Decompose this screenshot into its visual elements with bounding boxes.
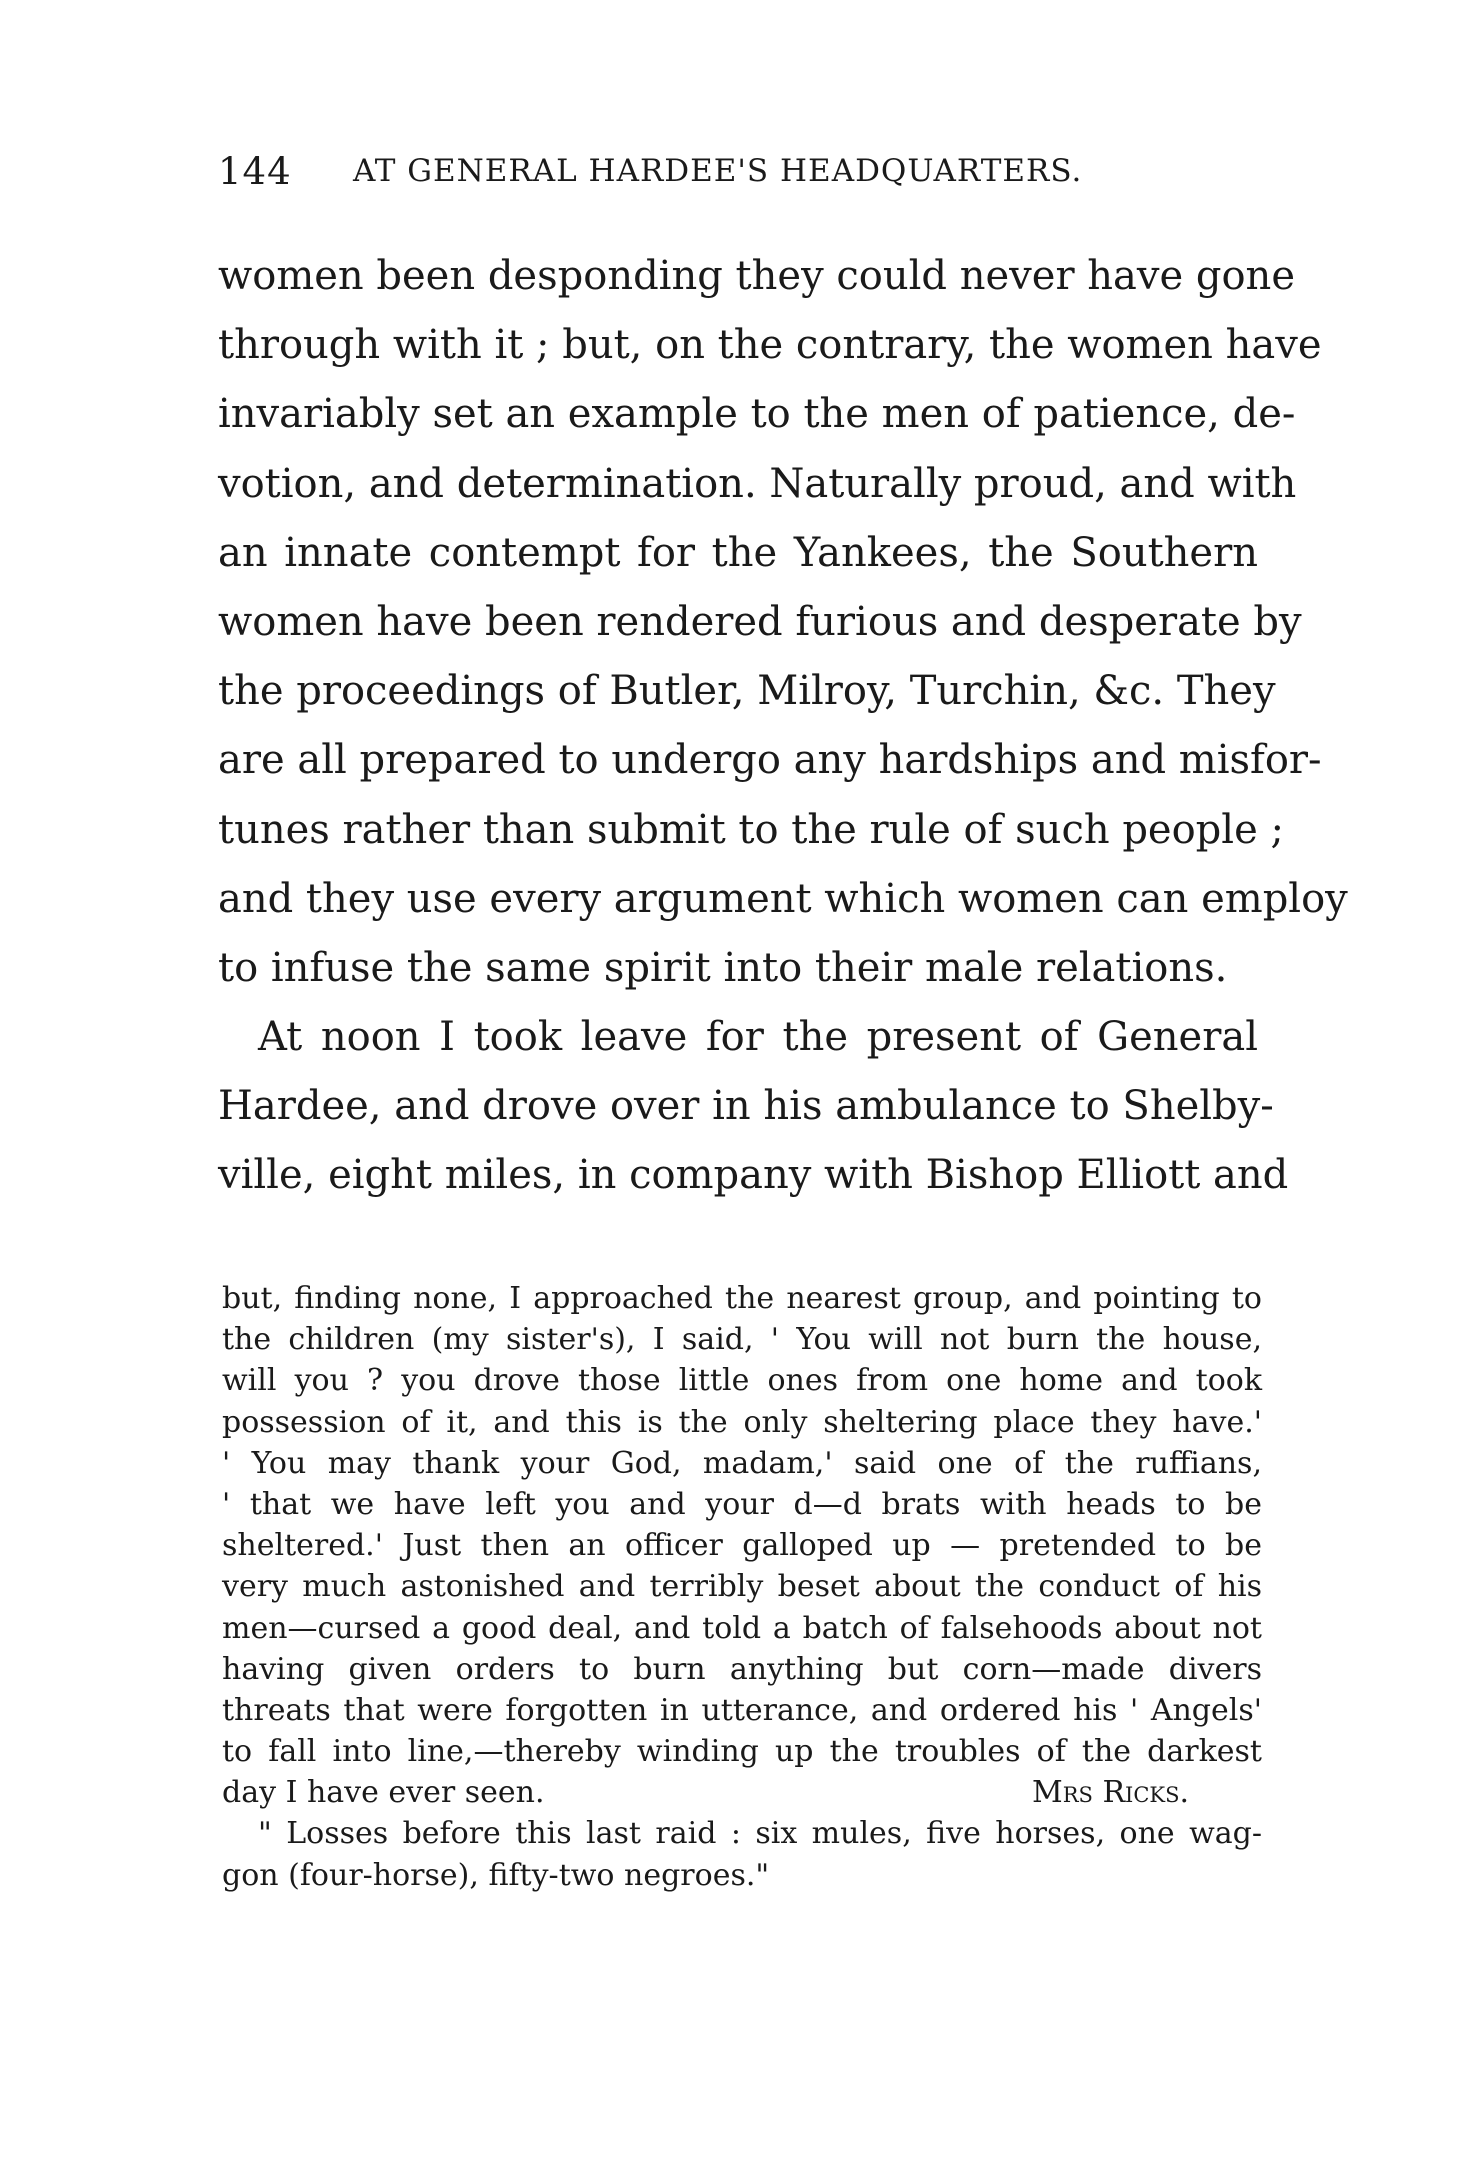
text-line: are all prepared to undergo any hardships and misfor- bbox=[218, 737, 1322, 784]
footnote-line: to fall into line,—thereby winding up the troubles of the darkest bbox=[222, 1734, 1262, 1770]
text-line: invariably set an example to the men of patience, de- bbox=[218, 391, 1296, 438]
text-line: women been desponding they could never have gone bbox=[218, 253, 1295, 299]
text-line: the proceedings of Butler, Milroy, Turchin, &c. They bbox=[218, 668, 1276, 715]
footnote-line: threats that were forgotten in utterance, and ordered his ' Angels' bbox=[222, 1692, 1262, 1728]
text-line: Hardee, and drove over in his ambulance to Shelby- bbox=[218, 1083, 1274, 1130]
footnote bbox=[222, 1278, 1262, 1896]
footnote-line: possession of it, and this is the only sheltering place they have.' bbox=[222, 1404, 1262, 1440]
footnote-line: very much astonished and terribly beset about the conduct of his bbox=[222, 1569, 1262, 1605]
page-number: 144 bbox=[218, 150, 292, 193]
footnote-line: the children (my sister's), I said, ' You will not burn the house, bbox=[222, 1322, 1262, 1358]
text-line: and they use every argument which women can employ bbox=[218, 875, 1348, 922]
text-line: an innate contempt for the Yankees, the Southern bbox=[218, 529, 1258, 576]
footnote-line: but, finding none, I approached the nearest group, and pointing to bbox=[222, 1281, 1262, 1316]
text-line: At noon I took leave for the present of General bbox=[258, 1014, 1258, 1061]
main-text bbox=[218, 242, 1348, 1211]
footnote-line: having given orders to burn anything but corn—made divers bbox=[222, 1651, 1262, 1687]
footnote-line: ' You may thank your God, madam,' said one of the ruffians, bbox=[222, 1445, 1262, 1481]
footnote-closing-line bbox=[222, 1772, 1262, 1813]
footnote-line: will you ? you drove those little ones from one home and took bbox=[222, 1363, 1262, 1399]
text-line: votion, and determination. Naturally proud, and with bbox=[218, 460, 1297, 507]
footnote-line: " Losses before this last raid : six mules, five horses, one wag- bbox=[258, 1816, 1262, 1852]
running-title: AT GENERAL HARDEE'S HEADQUARTERS. bbox=[353, 153, 1083, 189]
text-line: women have been rendered furious and desperate by bbox=[218, 598, 1302, 645]
text-line: tunes rather than submit to the rule of such people ; bbox=[218, 806, 1284, 853]
footnote-line: men—cursed a good deal, and told a batch of falsehoods about not bbox=[222, 1610, 1262, 1646]
text-line: ville, eight miles, in company with Bishop Elliott and bbox=[218, 1152, 1289, 1199]
footnote-signature: Mrs Ricks. bbox=[1032, 1775, 1190, 1811]
footnote-line: gon (four-horse), fifty-two negroes." bbox=[222, 1857, 770, 1893]
running-head bbox=[218, 150, 1278, 200]
footnote-closing-text: day I have ever seen. bbox=[222, 1775, 545, 1811]
text-line: to infuse the same spirit into their male relations. bbox=[218, 944, 1228, 991]
text-line: through with it ; but, on the contrary, the women have bbox=[218, 322, 1322, 369]
footnote-line: ' that we have left you and your d—d brats with heads to be bbox=[222, 1486, 1262, 1522]
footnote-line: sheltered.' Just then an officer galloped up — pretended to be bbox=[222, 1528, 1262, 1564]
